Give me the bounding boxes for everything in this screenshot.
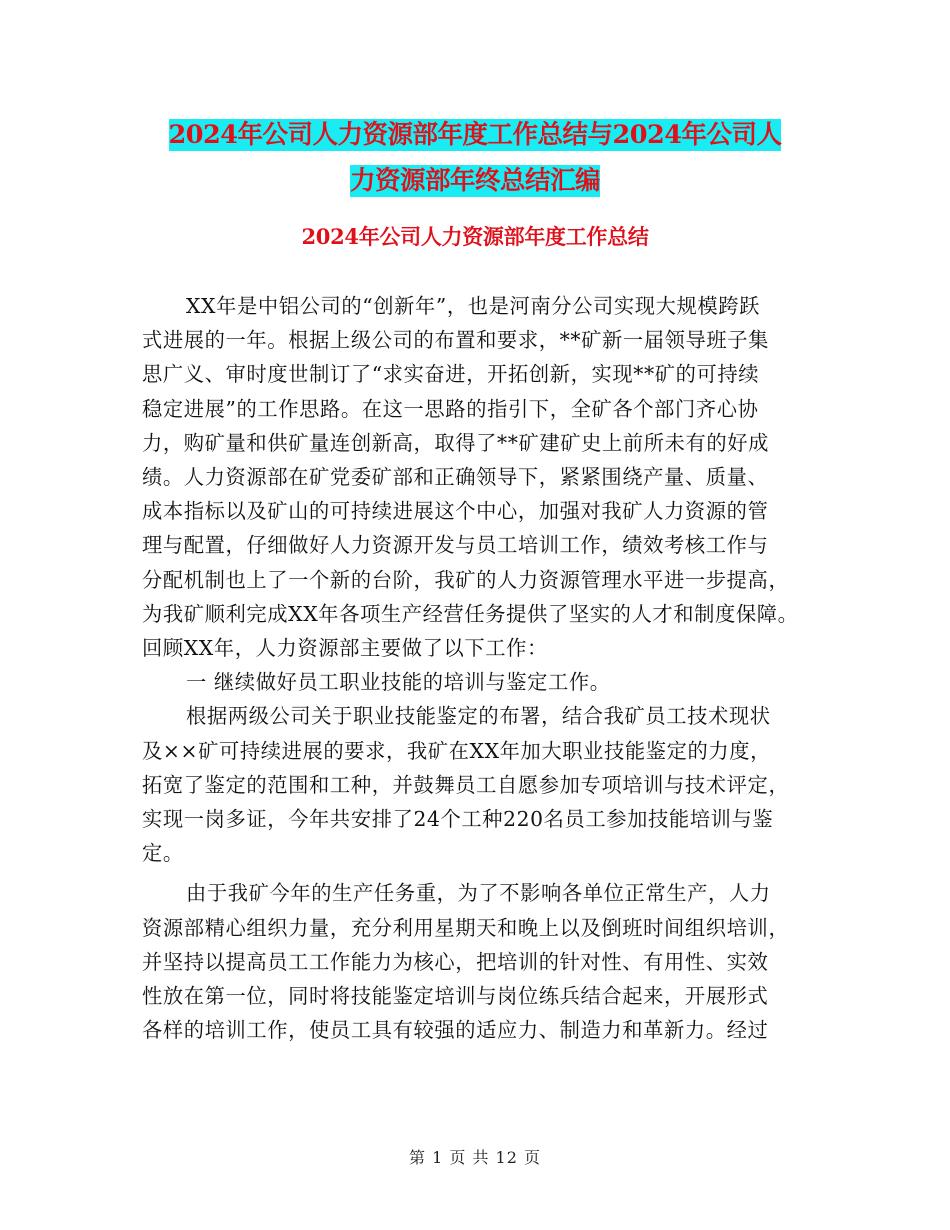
body-line: 各样的培训工作，使员工具有较强的适应力、制造力和革新力。经过 <box>142 1018 769 1043</box>
body-line: 并坚持以提高员工工作能力为核心，把培训的针对性、有用性、实效 <box>142 949 769 974</box>
body-line: 为我矿顺利完成XX年各项生产经营任务提供了坚实的人才和制度保障。 <box>142 601 799 626</box>
body-line: 及××矿可持续进展的要求，我矿在XX年加大职业技能鉴定的力度， <box>142 738 772 763</box>
body-line: 回顾XX年，人力资源部主要做了以下工作： <box>142 636 548 661</box>
body-line: 实现一岗多证，今年共安排了24个工种220名员工参加技能培训与鉴 <box>142 807 774 832</box>
body-line: 拓宽了鉴定的范围和工种，并鼓舞员工自愿参加专项培训与技术评定， <box>142 772 790 797</box>
body-line: 稳定进展”的工作思路。在这一思路的指引下，全矿各个部门齐心协 <box>142 396 759 421</box>
main-title-line-1: 2024年公司人力资源部年度工作总结与2024年公司人 <box>168 120 782 150</box>
body-line: 绩。人力资源部在矿党委矿部和正确领导下，紧紧围绕产量、质量、 <box>142 465 769 490</box>
body-line: 式进展的一年。根据上级公司的布置和要求，**矿新一届领导班子集 <box>142 328 770 353</box>
body-line: 力，购矿量和供矿量连创新高，取得了**矿建矿史上前所未有的好成 <box>142 430 770 455</box>
body-line: 成本指标以及矿山的可持续进展这个中心，加强对我矿人力资源的管 <box>142 499 769 524</box>
section-heading-1: 一 继续做好员工职业技能的培训与鉴定工作。 <box>186 670 611 695</box>
body-line: 性放在第一位，同时将技能鉴定培训与岗位练兵结合起来，开展形式 <box>142 984 769 1009</box>
body-line: 思广义、审时度世制订了“求实奋进，开拓创新，实现**矿的可持续 <box>142 362 760 387</box>
body-line: 根据两级公司关于职业技能鉴定的布署，结合我矿员工技术现状 <box>186 704 771 729</box>
body-line: XX年是中铝公司的“创新年”，也是河南分公司实现大规模跨跃 <box>186 294 761 318</box>
document-main-title <box>0 112 950 204</box>
section-title: 2024年公司人力资源部年度工作总结 <box>301 224 649 249</box>
body-line: 资源部精心组织力量，充分利用星期天和晚上以及倒班时间组织培训， <box>142 915 790 940</box>
body-line: 定。 <box>142 841 184 866</box>
main-title-line-2: 力资源部年终总结汇编 <box>349 166 600 196</box>
body-line: 理与配置，仔细做好人力资源开发与员工培训工作，绩效考核工作与 <box>142 533 769 558</box>
page-footer: 第 1 页 共 12 页 <box>409 1148 541 1167</box>
body-line: 分配机制也上了一个新的台阶，我矿的人力资源管理水平进一步提高， <box>142 567 790 592</box>
document-body <box>142 289 822 1047</box>
body-line: 由于我矿今年的生产任务重，为了不影响各单位正常生产，人力 <box>186 881 771 906</box>
